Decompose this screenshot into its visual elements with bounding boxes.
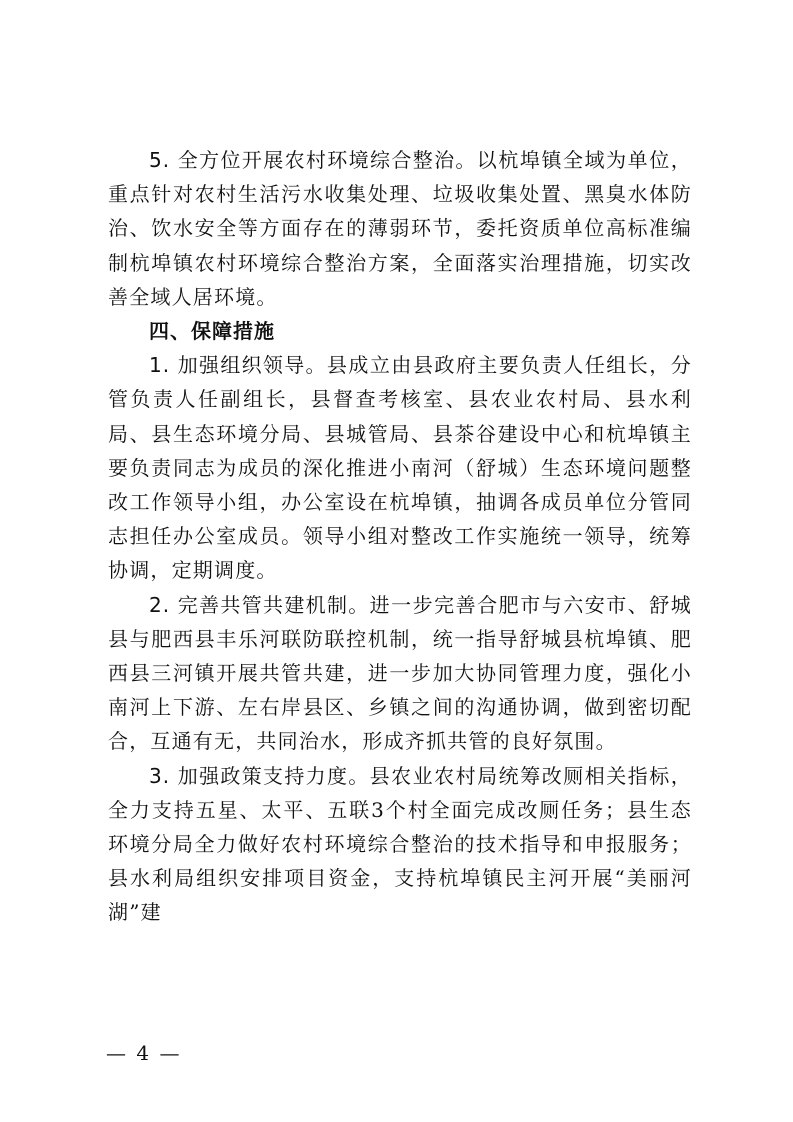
paragraph-measure-2 (108, 588, 692, 759)
section-heading-safeguards: 四、保障措施 (149, 319, 275, 344)
paragraph-measure-3 (108, 759, 692, 930)
paragraph-lead: 5. 全方位开展农村环境综合整治。 (149, 148, 477, 172)
page-number: — 4 — (106, 1041, 182, 1065)
paragraph-measure-1 (108, 348, 692, 587)
paragraph-lead: 2. 完善共管共建机制。 (149, 592, 370, 617)
paragraph-body: 县农业农村局统筹改厕相关指标，全力支持五星、太平、五联3个村全面完成改厕任务；县生态环境分局全力做好农村环境综合整治的技术指导和申报服务；县水利局组织安排项目资金，支持杭埠镇民主河开展“美丽河湖”建 (108, 763, 692, 925)
paragraph-body: 进一步完善合肥市与六安市、舒城县与肥西县丰乐河联防联控机制，统一指导舒城县杭埠镇、肥西县三河镇开展共管共建，进一步加大协同管理力度，强化小南河上下游、左右岸县区、乡镇之间的沟通协调，做到密切配合，互通有无，共同治水，形成齐抓共管的良好氛围。 (108, 592, 692, 754)
paragraph-item-5 (108, 143, 692, 314)
paragraph-body: 县成立由县政府主要负责人任组长，分管负责人任副组长，县督查考核室、县农业农村局、县水利局、县生态环境分局、县城管局、县茶谷建设中心和杭埠镇主要负责同志为成员的深化推进小南河（舒城）生态环境问题整改工作领导小组，办公室设在杭埠镇，抽调各成员单位分管同志担任办公室成员。领导小组对整改工作实施统一领导，统筹协调，定期调度。 (108, 353, 692, 583)
paragraph-lead: 1. 加强组织领导。 (149, 353, 327, 378)
document-body (108, 143, 692, 930)
paragraph-lead: 3. 加强政策支持力度。 (149, 763, 370, 788)
paragraph-body: 以杭埠镇全域为单位，重点针对农村生活污水收集处理、垃圾收集处置、黑臭水体防治、饮水安全等方面存在的薄弱环节，委托资质单位高标准编制杭埠镇农村环境综合整治方案，全面落实治理措施，切实改善全域人居环境。 (108, 148, 692, 309)
